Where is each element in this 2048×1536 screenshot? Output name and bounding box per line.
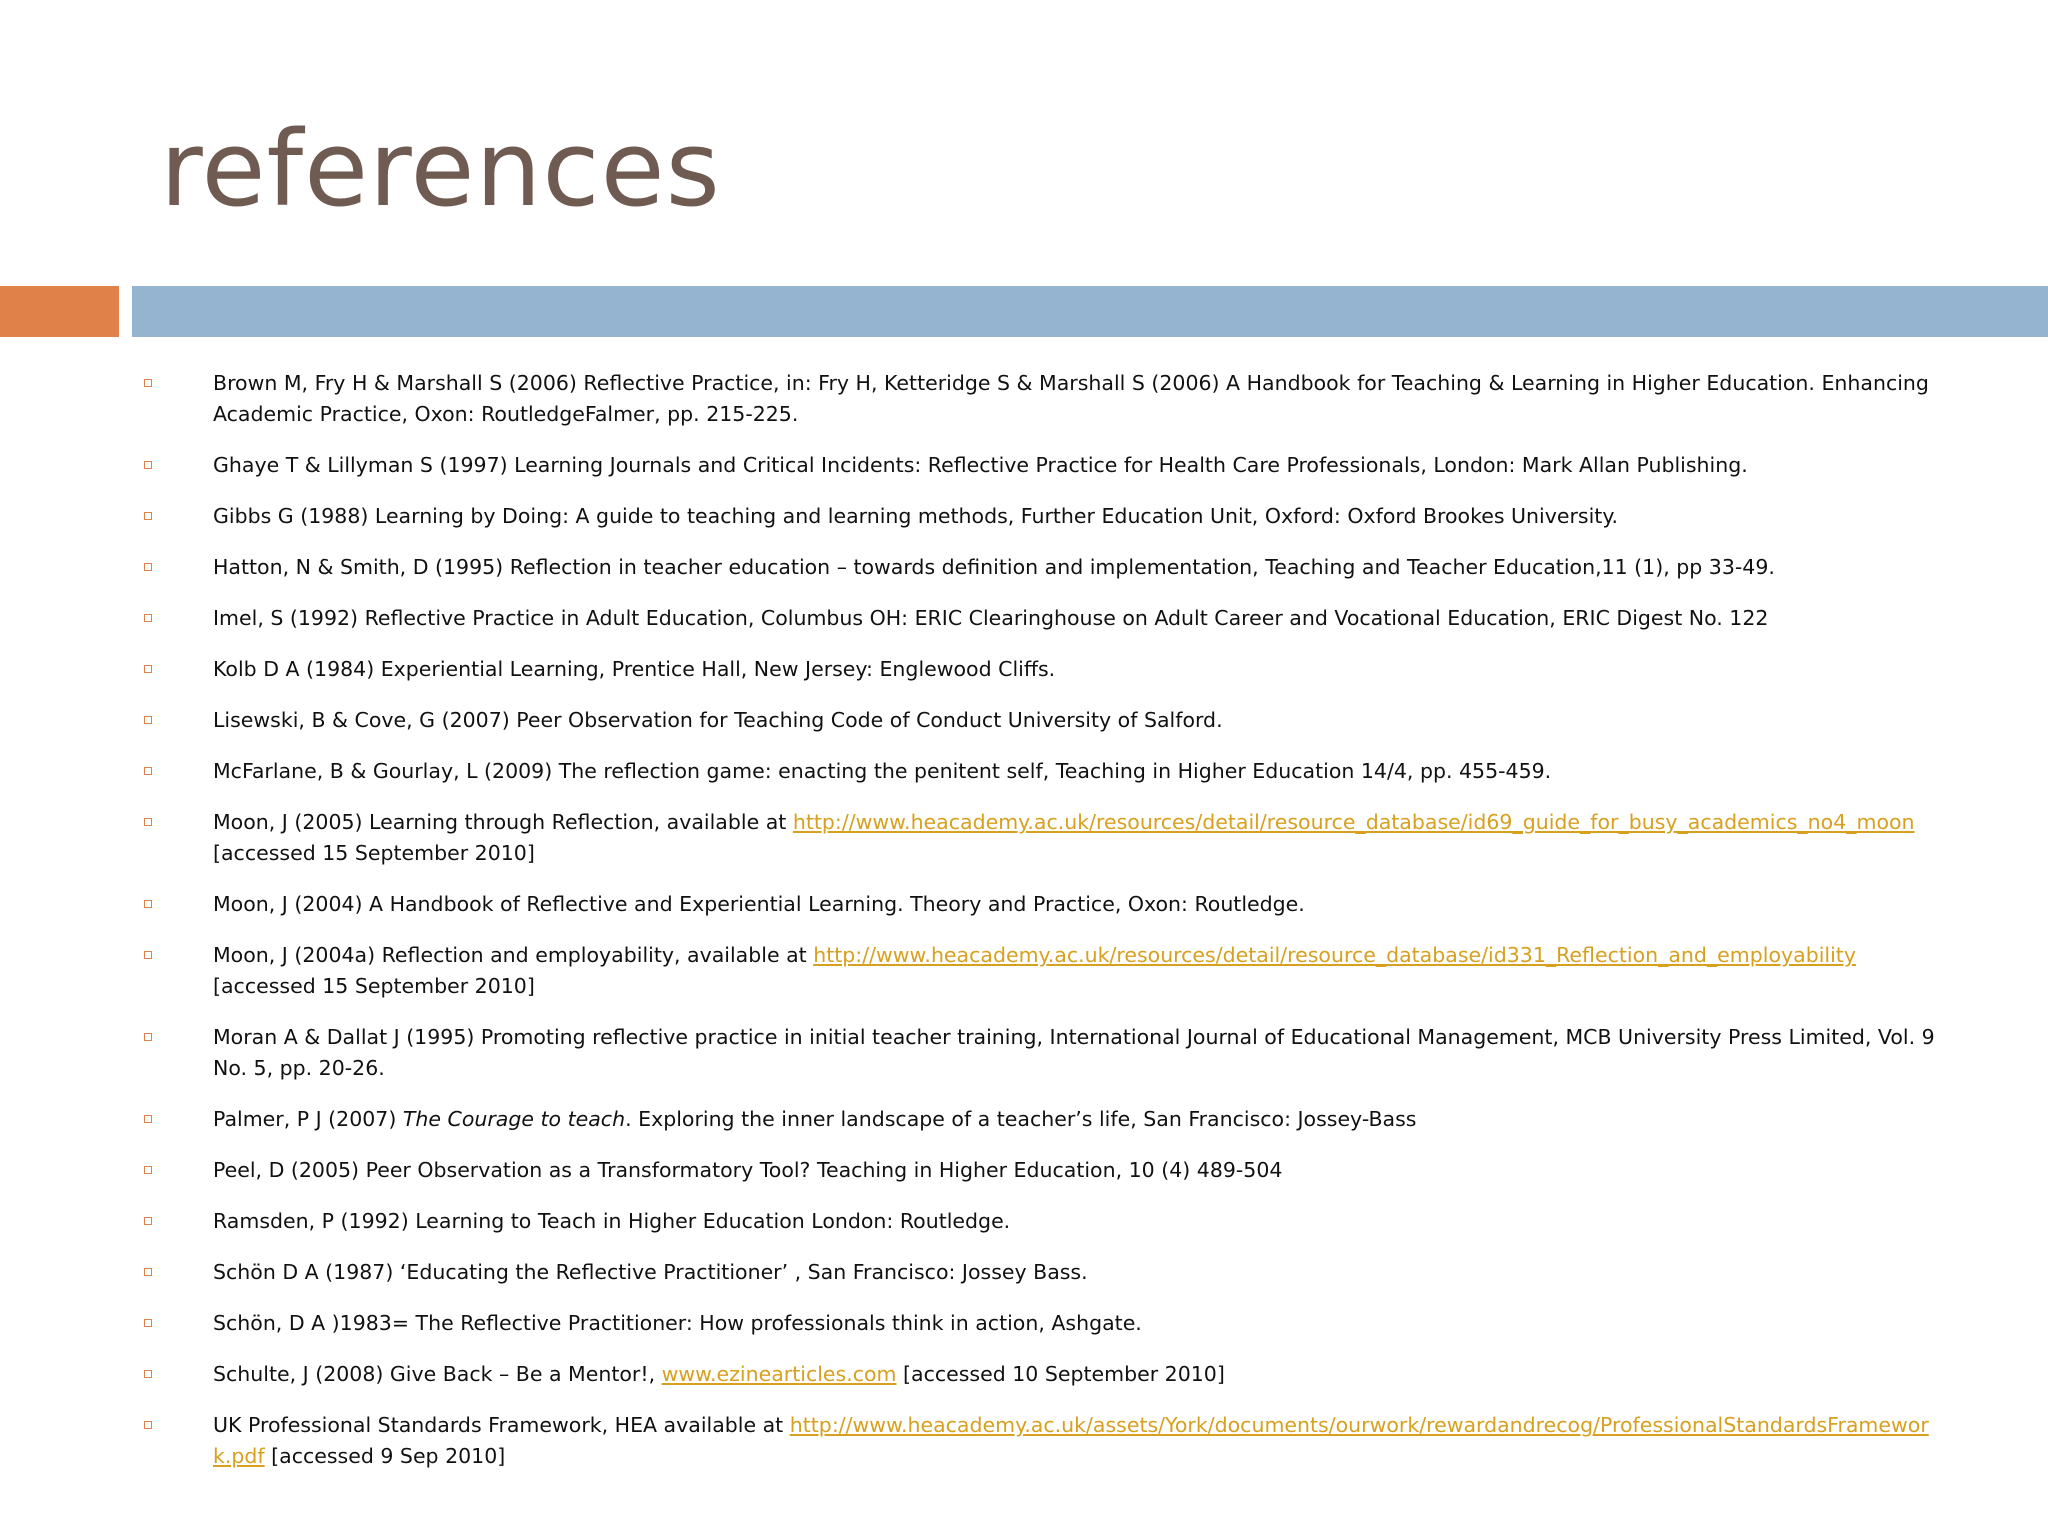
reference-item	[140, 552, 1940, 583]
reference-accessed: [accessed 10 September 2010]	[896, 1362, 1225, 1386]
reference-title-italic: The Courage to teach	[402, 1107, 626, 1131]
reference-text: Moon, J (2005) Learning through Reflection, available at	[213, 810, 793, 834]
square-bullet-icon	[144, 1033, 152, 1041]
square-bullet-icon	[144, 1268, 152, 1276]
reference-text: Gibbs G (1988) Learning by Doing: A guide to teaching and learning methods, Further Education Unit, Oxford: Oxford Brookes University.	[213, 504, 1619, 528]
reference-item	[140, 1155, 1940, 1186]
square-bullet-icon	[144, 379, 152, 387]
slide-title: references	[160, 108, 721, 230]
reference-item	[140, 1359, 1940, 1390]
reference-text: Schön, D A )1983= The Reflective Practitioner: How professionals think in action, Ashgate.	[213, 1311, 1142, 1335]
reference-text-rest: . Exploring the inner landscape of a teacher’s life, San Francisco: Jossey-Bass	[625, 1107, 1417, 1131]
reference-link[interactable]: http://www.heacademy.ac.uk/assets/York/documents/ourwork/rewardandrecog/ProfessionalStandardsFramework.pdf	[213, 1413, 1929, 1468]
square-bullet-icon	[144, 1166, 152, 1174]
reference-accessed: [accessed 9 Sep 2010]	[264, 1444, 506, 1468]
square-bullet-icon	[144, 951, 152, 959]
reference-text: Peel, D (2005) Peer Observation as a Transformatory Tool? Teaching in Higher Education, 10 (4) 489-504	[213, 1158, 1283, 1182]
reference-text: Imel, S (1992) Reflective Practice in Adult Education, Columbus OH: ERIC Clearinghouse on Adult Career and Vocational Education, ERIC Digest No. 122	[213, 606, 1769, 630]
accent-band-blue	[132, 286, 2048, 337]
reference-item	[140, 1410, 1940, 1472]
reference-item	[140, 603, 1940, 634]
reference-item	[140, 940, 1940, 1002]
square-bullet-icon	[144, 900, 152, 908]
reference-text: Palmer, P J (2007)	[213, 1107, 403, 1131]
square-bullet-icon	[144, 767, 152, 775]
reference-link[interactable]: http://www.heacademy.ac.uk/resources/detail/resource_database/id69_guide_for_busy_academics_no4_moon	[792, 810, 1915, 834]
reference-text: Moon, J (2004) A Handbook of Reflective and Experiential Learning. Theory and Practice, Oxon: Routledge.	[213, 892, 1305, 916]
reference-accessed: [accessed 15 September 2010]	[213, 841, 535, 865]
square-bullet-icon	[144, 716, 152, 724]
reference-item	[140, 807, 1940, 869]
reference-text: Moon, J (2004a) Reflection and employability, available at	[213, 943, 814, 967]
accent-band-orange	[0, 286, 119, 337]
square-bullet-icon	[144, 1421, 152, 1429]
reference-text: Lisewski, B & Cove, G (2007) Peer Observation for Teaching Code of Conduct University of Salford.	[213, 708, 1223, 732]
reference-item	[140, 1257, 1940, 1288]
reference-item	[140, 501, 1940, 532]
reference-item	[140, 889, 1940, 920]
reference-text: Ramsden, P (1992) Learning to Teach in Higher Education London: Routledge.	[213, 1209, 1011, 1233]
square-bullet-icon	[144, 1370, 152, 1378]
square-bullet-icon	[144, 818, 152, 826]
references-list	[140, 368, 1940, 1492]
reference-item	[140, 368, 1940, 430]
square-bullet-icon	[144, 461, 152, 469]
reference-item	[140, 705, 1940, 736]
reference-item	[140, 654, 1940, 685]
reference-text: Schön D A (1987) ‘Educating the Reflective Practitioner’ , San Francisco: Jossey Bass.	[213, 1260, 1088, 1284]
square-bullet-icon	[144, 1217, 152, 1225]
reference-accessed: [accessed 15 September 2010]	[213, 974, 535, 998]
reference-text: Ghaye T & Lillyman S (1997) Learning Journals and Critical Incidents: Reflective Practice for Health Care Professionals, London: Mark Allan Publishing.	[213, 453, 1748, 477]
reference-item	[140, 1104, 1940, 1135]
reference-text: Hatton, N & Smith, D (1995) Reflection in teacher education – towards definition and implementation, Teaching and Teacher Education,11 (1), pp 33-49.	[213, 555, 1775, 579]
reference-text: Brown M, Fry H & Marshall S (2006) Reflective Practice, in: Fry H, Ketteridge S & Marshall S (2006) A Handbook for Teaching & Learning in Higher Education. Enhancing Academic Practice, Oxon: RoutledgeFalmer, pp. 215-225.	[213, 371, 1929, 426]
reference-text: Kolb D A (1984) Experiential Learning, Prentice Hall, New Jersey: Englewood Cliffs.	[213, 657, 1056, 681]
reference-item	[140, 1022, 1940, 1084]
square-bullet-icon	[144, 614, 152, 622]
reference-item	[140, 756, 1940, 787]
reference-text: McFarlane, B & Gourlay, L (2009) The reflection game: enacting the penitent self, Teaching in Higher Education 14/4, pp. 455-459.	[213, 759, 1552, 783]
square-bullet-icon	[144, 665, 152, 673]
reference-item	[140, 450, 1940, 481]
reference-text: Schulte, J (2008) Give Back – Be a Mentor!,	[213, 1362, 662, 1386]
square-bullet-icon	[144, 563, 152, 571]
reference-item	[140, 1308, 1940, 1339]
square-bullet-icon	[144, 512, 152, 520]
square-bullet-icon	[144, 1319, 152, 1327]
reference-text: Moran A & Dallat J (1995) Promoting reflective practice in initial teacher training, International Journal of Educational Management, MCB University Press Limited, Vol. 9 No. 5, pp. 20-26.	[213, 1025, 1935, 1080]
square-bullet-icon	[144, 1115, 152, 1123]
reference-item	[140, 1206, 1940, 1237]
reference-link[interactable]: http://www.heacademy.ac.uk/resources/detail/resource_database/id331_Reflection_and_employability	[813, 943, 1856, 967]
reference-link[interactable]: www.ezinearticles.com	[661, 1362, 897, 1386]
reference-text: UK Professional Standards Framework, HEA available at	[213, 1413, 790, 1437]
